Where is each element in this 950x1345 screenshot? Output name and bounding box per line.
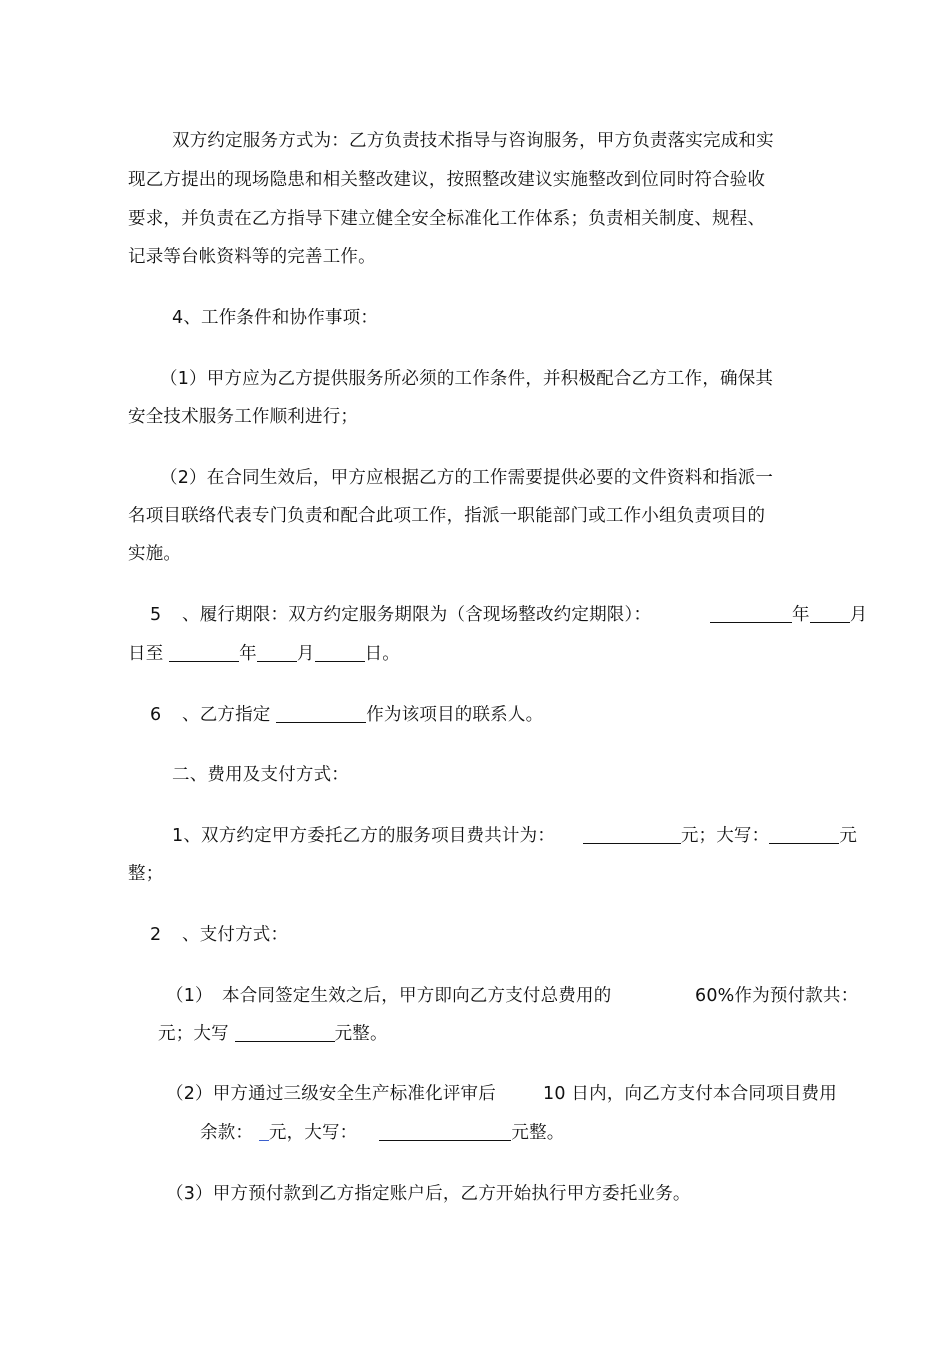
payment-2-text: （2）甲方通过三级安全生产标准化评审后 xyxy=(166,1084,496,1104)
fee-yuan-label: 元；大写： xyxy=(680,826,770,846)
start-month-label: 月 xyxy=(849,605,868,625)
payment-2-uppercase-blank xyxy=(379,1122,511,1141)
service-method-line-2: 现乙方提出的现场隐患和相关整改建议，按照整改建议实施整改到位同时符合验收 xyxy=(128,170,766,190)
fee-uppercase-blank xyxy=(769,825,839,844)
part-2-title: 二、费用及支付方式： xyxy=(172,765,349,785)
start-year-blank xyxy=(710,604,792,623)
end-year-blank xyxy=(169,643,239,662)
end-day-blank xyxy=(315,643,365,662)
payment-2-yuan-end: 元整。 xyxy=(511,1123,565,1143)
end-month-blank xyxy=(257,643,297,662)
end-month-label: 月 xyxy=(296,644,315,664)
section-5-end-date xyxy=(128,642,400,666)
clause-4-2-line-3: 实施。 xyxy=(128,544,182,564)
section-6-prefix: 、乙方指定 xyxy=(182,705,271,725)
section-6-number: 6 xyxy=(150,705,162,725)
service-method-line-4: 记录等台帐资料等的完善工作。 xyxy=(128,247,376,267)
payment-2-balance-blank xyxy=(259,1122,269,1141)
payment-1-label: （1） xyxy=(166,986,213,1006)
fee-clause-text: 1、双方约定甲方委托乙方的服务项目费共计为： xyxy=(172,826,556,846)
start-day-to-label: 日至 xyxy=(128,644,164,664)
payment-2-balance-label: 余款： xyxy=(200,1123,254,1143)
fee-amount-blank xyxy=(583,825,681,844)
payment-2-line-2 xyxy=(200,1121,564,1145)
payment-1-text: 本合同签定生效之后，甲方即向乙方支付总费用的 xyxy=(222,986,612,1006)
section-5-number: 5 xyxy=(150,605,162,625)
payment-1-uppercase-blank xyxy=(235,1023,335,1042)
section-6-suffix: 作为该项目的联系人。 xyxy=(366,705,544,725)
payment-1-percent: 60%作为预付款共： xyxy=(695,986,859,1006)
service-method-line-3: 要求，并负责在乙方指导下建立健全安全标准化工作体系；负责相关制度、规程、 xyxy=(128,209,766,229)
clause-4-2-line-1: （2）在合同生效后，甲方应根据乙方的工作需要提供必要的文件资料和指派一 xyxy=(160,468,774,488)
payment-1-yuan-end: 元整。 xyxy=(334,1024,388,1044)
payment-method-number: 2 xyxy=(150,925,162,945)
payment-2-days: 10 日内，向乙方支付本合同项目费用 xyxy=(543,1084,837,1104)
payment-3-text: （3）甲方预付款到乙方指定账户后，乙方开始执行甲方委托业务。 xyxy=(166,1184,691,1204)
service-method-line-1: 双方约定服务方式为：乙方负责技术指导与咨询服务，甲方负责落实完成和实 xyxy=(172,131,774,151)
section-5-text: 、履行期限：双方约定服务期限为（含现场整改约定期限）： xyxy=(182,605,652,625)
fee-clause-line-2: 整； xyxy=(128,864,164,884)
end-day-label: 日。 xyxy=(364,644,400,664)
section-5-start-date xyxy=(710,603,867,627)
contact-person-blank xyxy=(276,704,366,723)
payment-1-line-2 xyxy=(158,1022,388,1046)
fee-clause-line-1 xyxy=(172,824,857,848)
clause-4-1-line-1: （1）甲方应为乙方提供服务所必须的工作条件，并积极配合乙方工作，确保其 xyxy=(160,369,774,389)
end-year-label: 年 xyxy=(239,644,257,664)
start-year-label: 年 xyxy=(792,605,810,625)
payment-2-yuan-label: 元，大写： xyxy=(268,1123,358,1143)
payment-method-title: 、支付方式： xyxy=(182,925,289,945)
section-6-line xyxy=(182,703,543,727)
payment-1-yuan-label: 元；大写 xyxy=(158,1024,229,1044)
fee-yuan-end: 元 xyxy=(839,826,858,846)
section-4-title: 4、工作条件和协作事项： xyxy=(172,308,379,328)
clause-4-2-line-2: 名项目联络代表专门负责和配合此项工作，指派一职能部门或工作小组负责项目的 xyxy=(128,506,766,526)
start-month-blank xyxy=(810,604,850,623)
clause-4-1-line-2: 安全技术服务工作顺利进行； xyxy=(128,407,359,427)
